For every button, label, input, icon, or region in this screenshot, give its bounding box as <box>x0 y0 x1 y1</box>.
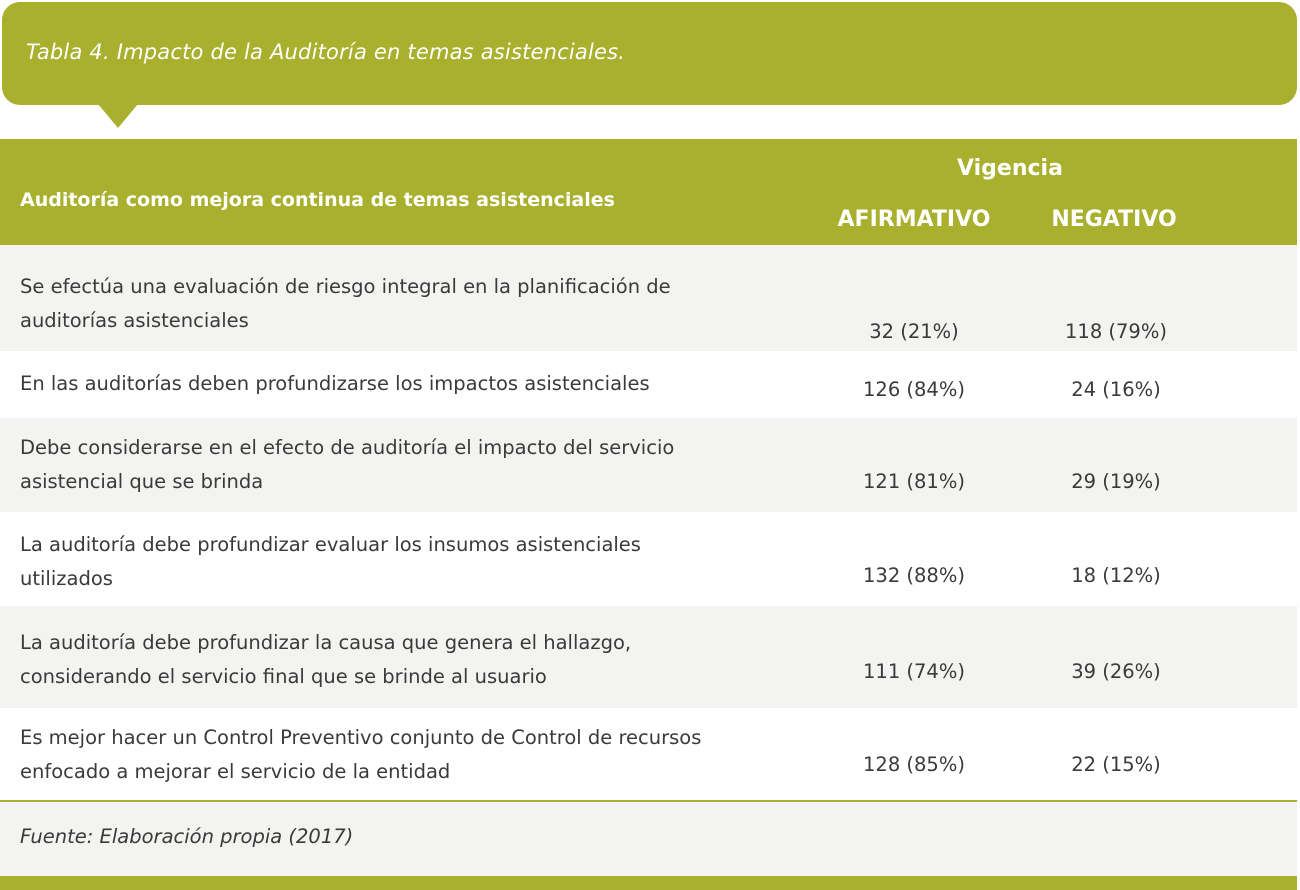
negative-header: NEGATIVO <box>1051 207 1177 232</box>
data-table <box>0 139 1297 800</box>
row-label: En las auditorías deben profundizarse los impactos asistenciales <box>20 372 650 395</box>
affirmative-value: 32 (21%) <box>869 320 959 343</box>
table-caption: Tabla 4. Impacto de la Auditoría en temas asistenciales. <box>26 40 626 64</box>
row-label: La auditoría debe profundizar la causa que genera el hallazgo, considerando el servicio final que se brinde al usuario <box>20 631 632 688</box>
row-label: Es mejor hacer un Control Preventivo conjunto de Control de recursos enfocado a mejorar el servicio de la entidad <box>20 726 702 783</box>
table-row <box>0 708 1297 800</box>
source-text: Fuente: Elaboración propia (2017) <box>20 825 354 848</box>
bottom-band <box>0 876 1297 890</box>
negative-value: 22 (15%) <box>1071 753 1161 776</box>
affirmative-header: AFIRMATIVO <box>837 207 991 232</box>
negative-value: 39 (26%) <box>1071 660 1161 683</box>
vigencia-header: Vigencia <box>957 156 1063 181</box>
affirmative-value: 121 (81%) <box>863 470 965 493</box>
negative-value: 18 (12%) <box>1071 564 1161 587</box>
affirmative-value: 126 (84%) <box>863 378 965 401</box>
table-row <box>0 351 1297 418</box>
caption-pointer <box>98 104 138 128</box>
table-row <box>0 418 1297 512</box>
table-row <box>0 245 1297 351</box>
negative-value: 29 (19%) <box>1071 470 1161 493</box>
row-label: Debe considerarse en el efecto de auditoría el impacto del servicio asistencial que se brinda <box>20 436 675 493</box>
table-row <box>0 606 1297 708</box>
negative-value: 118 (79%) <box>1065 320 1167 343</box>
source-note <box>0 802 1297 876</box>
affirmative-value: 128 (85%) <box>863 753 965 776</box>
criterion-header: Auditoría como mejora continua de temas asistenciales <box>20 189 615 211</box>
affirmative-value: 111 (74%) <box>863 660 965 683</box>
negative-value: 24 (16%) <box>1071 378 1161 401</box>
row-label: Se efectúa una evaluación de riesgo integral en la planificación de auditorías asistenciales <box>20 275 671 332</box>
table-caption-banner <box>2 2 1297 105</box>
affirmative-value: 132 (88%) <box>863 564 965 587</box>
table-header <box>0 139 1297 245</box>
row-label: La auditoría debe profundizar evaluar los insumos asistenciales utilizados <box>20 533 641 590</box>
table-row <box>0 512 1297 606</box>
